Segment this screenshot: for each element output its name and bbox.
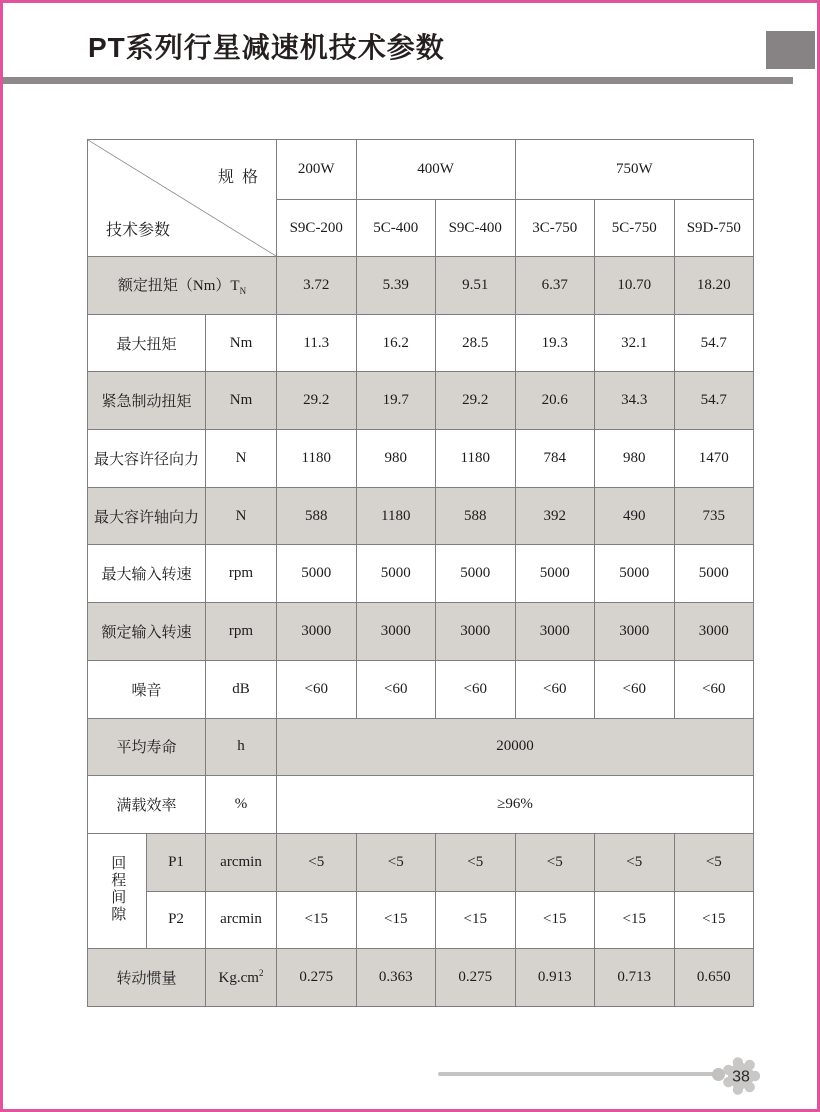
title-underline-bar <box>3 77 793 84</box>
cell: 11.3 <box>277 314 357 372</box>
superscript: 2 <box>258 968 264 979</box>
cell: 5000 <box>277 545 357 603</box>
table-row <box>88 949 754 1007</box>
cell: 1470 <box>674 430 754 488</box>
row-label: 满载效率 <box>88 776 206 834</box>
page-number-gear-icon <box>721 1056 761 1096</box>
unit-cell: $Kg.cm^2$ <box>206 949 277 1007</box>
table-row <box>88 776 754 834</box>
cell: 980 <box>595 430 675 488</box>
table-row <box>88 430 754 488</box>
cell: 0.363 <box>356 949 436 1007</box>
tech-params-label: 技术参数 <box>106 222 171 239</box>
unit-cell: dB <box>206 660 277 718</box>
power-group-header: 750W <box>515 140 754 200</box>
unit-cell: rpm <box>206 603 277 661</box>
cell: 5000 <box>595 545 675 603</box>
table-row <box>88 545 754 603</box>
cell: <5 <box>356 833 436 891</box>
cell: 392 <box>515 487 595 545</box>
model-header: 5C-750 <box>595 200 675 257</box>
row-label: 紧急制动扭矩 <box>88 372 206 430</box>
table-row <box>88 372 754 430</box>
table-row <box>88 833 754 891</box>
cell: 784 <box>515 430 595 488</box>
cell: 3000 <box>595 603 675 661</box>
cell: 3.72 <box>277 257 357 315</box>
cell: <60 <box>674 660 754 718</box>
sub-row-label: P2 <box>147 891 206 949</box>
cell: 1180 <box>436 430 516 488</box>
cell: 32.1 <box>595 314 675 372</box>
power-group-header: 400W <box>356 140 515 200</box>
cell: 54.7 <box>674 314 754 372</box>
table-row <box>88 891 754 949</box>
cell: 5000 <box>356 545 436 603</box>
cell: 588 <box>277 487 357 545</box>
cell: 34.3 <box>595 372 675 430</box>
cell: <60 <box>595 660 675 718</box>
unit-cell: N <box>206 430 277 488</box>
model-header: 3C-750 <box>515 200 595 257</box>
cell: <60 <box>356 660 436 718</box>
table-row <box>88 718 754 776</box>
cell: 1180 <box>356 487 436 545</box>
cell: <5 <box>277 833 357 891</box>
model-header: S9C-400 <box>436 200 516 257</box>
cell: 0.713 <box>595 949 675 1007</box>
cell: 20.6 <box>515 372 595 430</box>
backlash-group-label: 回程间隙 <box>88 833 147 948</box>
cell: 29.2 <box>436 372 516 430</box>
cell: 5.39 <box>356 257 436 315</box>
cell: 0.275 <box>277 949 357 1007</box>
table-row <box>88 603 754 661</box>
cell: <15 <box>515 891 595 949</box>
row-label: 最大容许径向力 <box>88 430 206 488</box>
spec-table <box>87 139 754 1007</box>
cell: <15 <box>595 891 675 949</box>
cell: 588 <box>436 487 516 545</box>
model-header: S9C-200 <box>277 200 357 257</box>
page-title: PT系列行星减速机技术参数 <box>88 32 445 63</box>
table-row <box>88 257 754 315</box>
sub-row-label: P1 <box>147 833 206 891</box>
cell: <5 <box>436 833 516 891</box>
cell: 3000 <box>674 603 754 661</box>
table-row <box>88 140 754 200</box>
diagonal-header-cell <box>88 140 277 257</box>
cell: <5 <box>595 833 675 891</box>
cell: 3000 <box>277 603 357 661</box>
cell: 10.70 <box>595 257 675 315</box>
row-label: 最大容许轴向力 <box>88 487 206 545</box>
cell: 0.275 <box>436 949 516 1007</box>
cell: 3000 <box>356 603 436 661</box>
cell: <60 <box>515 660 595 718</box>
footer-rule <box>438 1072 720 1076</box>
unit-cell: h <box>206 718 277 776</box>
merged-value-cell: 20000 <box>277 718 754 776</box>
row-label: 最大输入转速 <box>88 545 206 603</box>
table-row <box>88 660 754 718</box>
unit-cell: Nm <box>206 314 277 372</box>
row-label: 噪音 <box>88 660 206 718</box>
row-label: 平均寿命 <box>88 718 206 776</box>
cell: 5000 <box>515 545 595 603</box>
cell: <5 <box>674 833 754 891</box>
cell: <15 <box>436 891 516 949</box>
unit-cell: Nm <box>206 372 277 430</box>
cell: <15 <box>277 891 357 949</box>
unit-cell: % <box>206 776 277 834</box>
cell: 0.913 <box>515 949 595 1007</box>
cell: <15 <box>674 891 754 949</box>
cell: 29.2 <box>277 372 357 430</box>
cell: 980 <box>356 430 436 488</box>
row-label: 额定输入转速 <box>88 603 206 661</box>
page-number: 38 <box>732 1068 750 1086</box>
cell: 18.20 <box>674 257 754 315</box>
power-group-header: 200W <box>277 140 357 200</box>
cell: 490 <box>595 487 675 545</box>
row-label: 额定扭矩$(Nm)T_N$ <box>88 257 277 315</box>
cell: 28.5 <box>436 314 516 372</box>
cell: 16.2 <box>356 314 436 372</box>
cell: <60 <box>436 660 516 718</box>
cell: <15 <box>356 891 436 949</box>
row-label: 最大扭矩 <box>88 314 206 372</box>
model-header: S9D-750 <box>674 200 754 257</box>
unit-cell: arcmin <box>206 833 277 891</box>
cell: <5 <box>515 833 595 891</box>
row-label: 转动惯量 <box>88 949 206 1007</box>
merged-value-cell: ≥96% <box>277 776 754 834</box>
cell: 19.3 <box>515 314 595 372</box>
cell: 54.7 <box>674 372 754 430</box>
cell: 1180 <box>277 430 357 488</box>
cell: 735 <box>674 487 754 545</box>
cell: 6.37 <box>515 257 595 315</box>
subscript: N <box>239 286 247 297</box>
unit-cell: N <box>206 487 277 545</box>
table-row <box>88 487 754 545</box>
cell: 3000 <box>436 603 516 661</box>
cell: 19.7 <box>356 372 436 430</box>
unit-cell: rpm <box>206 545 277 603</box>
spec-header-label: 规 格 <box>218 169 261 186</box>
model-header: 5C-400 <box>356 200 436 257</box>
cell: 9.51 <box>436 257 516 315</box>
unit-cell: arcmin <box>206 891 277 949</box>
cell: <60 <box>277 660 357 718</box>
cell: 5000 <box>674 545 754 603</box>
corner-accent-square <box>766 31 815 69</box>
cell: 5000 <box>436 545 516 603</box>
cell: 0.650 <box>674 949 754 1007</box>
table-row <box>88 314 754 372</box>
cell: 3000 <box>515 603 595 661</box>
